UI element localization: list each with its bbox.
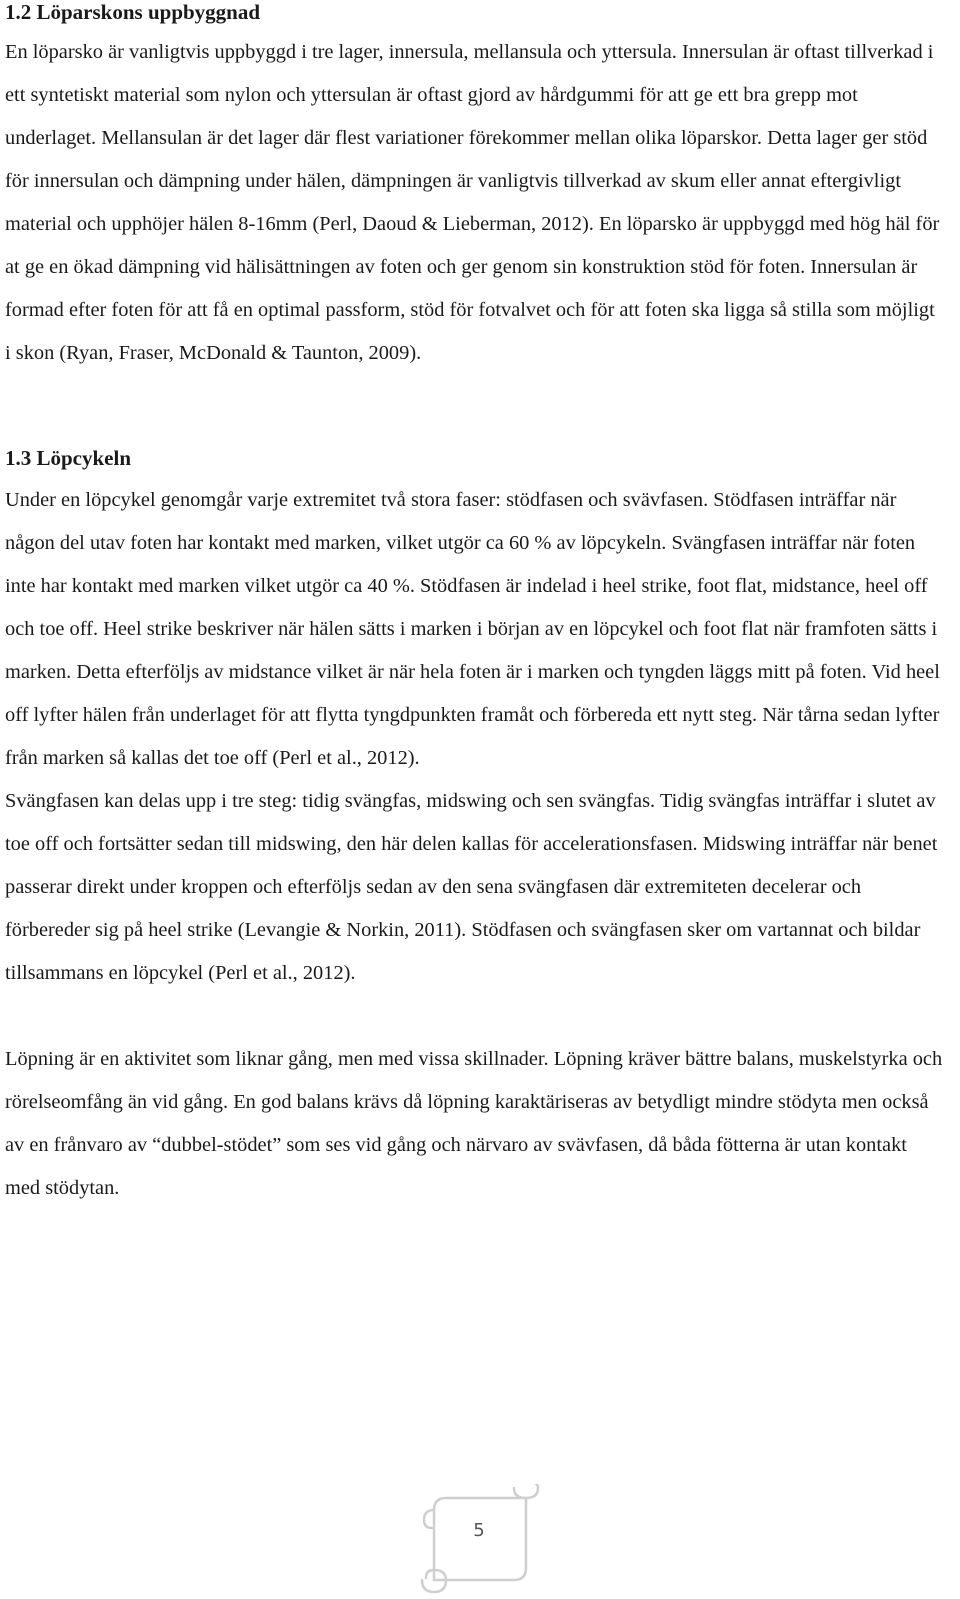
page-number: 5 xyxy=(473,1520,485,1541)
section-heading-running-cycle: 1.3 Löpcykeln xyxy=(5,446,132,470)
document-page xyxy=(5,0,945,1210)
section-heading-running-shoe: 1.2 Löparskons uppbyggnad xyxy=(5,0,261,24)
page-number-badge xyxy=(414,1484,534,1594)
paragraph-running-vs-walking: Löpning är en aktivitet som liknar gång, men med vissa skillnader. Löpning kräver bättre balans, muskelstyrka och rörelseomfång än vid gång. En god balans krävs då löpning karaktäriseras av betydligt mindre stödyta men också av en frånvaro av “dubbel-stödet” som ses vid gång och närvaro av svävfasen, då båda fötterna är utan kontakt med stödytan. xyxy=(5,1048,943,1199)
paragraph-running-shoe: En löparsko är vanligtvis uppbyggd i tre lager, innersula, mellansula och yttersula. Innersulan är oftast tillverkad i ett syntetiskt material som nylon och yttersulan är oftast gjord av hårdgummi för att ge ett bra grepp mot underlaget. Mellansulan är det lager där flest variationer förekommer mellan olika löparskor. Detta lager ger stöd för innersulan och dämpning under hälen, dämpningen är vanligtvis tillverkad av skum eller annat eftergivligt material och upphöjer hälen 8-16mm (Perl, Daoud & Lieberman, 2012). En löparsko är uppbyggd med hög häl för at ge en ökad dämpning vid hälisättningen av foten och ger genom sin konstruktion stöd för foten. Innersulan är formad efter foten för att få en optimal passform, stöd för fotvalvet och för att foten ska ligga så stilla som möjligt i skon (Ryan, Fraser, McDonald & Taunton, 2009). xyxy=(5,41,940,364)
paragraph-swing-phase: Svängfasen kan delas upp i tre steg: tidig svängfas, midswing och sen svängfas. Tidig svängfas inträffar i slutet av toe off och fortsätter sedan till midswing, den här delen kallas för accelerationsfasen. Midswing inträffar när benet passerar direkt under kroppen och efterföljs sedan av den sena svängfasen där extremiteten decelerar och förbereder sig på heel strike (Levangie & Norkin, 2011). Stödfasen och svängfasen sker om vartannat och bildar tillsammans en löpcykel (Perl et al., 2012). xyxy=(5,790,938,984)
paragraph-running-cycle-phases: Under en löpcykel genomgår varje extremitet två stora faser: stödfasen och svävfasen. Stödfasen inträffar när någon del utav foten har kontakt med marken, vilket utgör ca 60 % av löpcykeln. Svängfasen inträffar när foten inte har kontakt med marken vilket utgör ca 40 %. Stödfasen är indelad i heel strike, foot flat, midstance, heel off och toe off. Heel strike beskriver när hälen sätts i marken i början av en löpcykel och foot flat när framfoten sätts i marken. Detta efterföljs av midstance vilket är när hela foten är i marken och tyngden läggs mitt på foten. Vid heel off lyfter hälen från underlaget för att flytta tyngdpunkten framåt och förbereda ett nytt steg. När tårna sedan lyfter från marken så kallas det toe off (Perl et al., 2012). xyxy=(5,489,940,769)
